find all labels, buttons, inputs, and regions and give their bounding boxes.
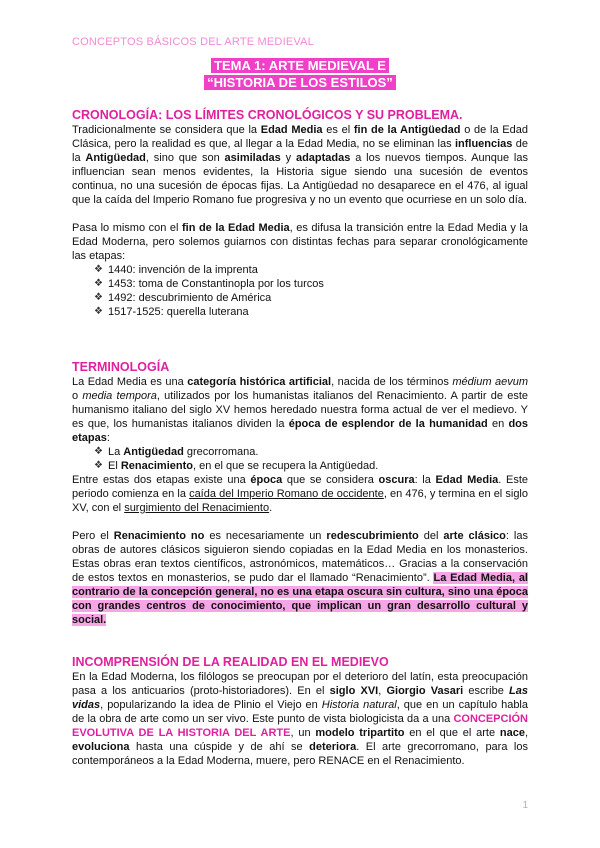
- running-header: CONCEPTOS BÁSICOS DEL ARTE MEDIEVAL: [72, 36, 314, 48]
- section-cronologia: [72, 108, 528, 319]
- paragraph: En la Edad Moderna, los filólogos se preocupan por el deterioro del latín, esta preocupación pasa a los anticuarios (proto-historiadores). En el siglo XVI, Giorgio Vasari escribe Las vidas, popularizando la idea de Plinio el Viejo en Historia natural, que en un capítulo habla de la obra de arte como un ser vivo. Este punto de vista biologicista da a una CONCEPCIÓN EVOLUTIVA DE LA HISTORIA DEL ARTE, un modelo tripartito en el que el arte nace, evoluciona hasta una cúspide y de ahí se deteriora. El arte grecorromano, para los contemporáneos a la Edad Moderna, muere, pero RENACE en el Renacimiento.: [72, 671, 529, 767]
- list-item: ❖ 1517-1525: querella luterana: [94, 305, 528, 319]
- list-item: ❖ El Renacimiento, en el que se recupera la Antigüedad.: [94, 459, 528, 473]
- section-heading: INCOMPRENSIÓN DE LA REALIDAD EN EL MEDIEVO: [72, 655, 389, 669]
- paragraph: Tradicionalmente se considera que la Edad Media es el fin de la Antigüedad o de la Edad Clásica, pero la realidad es que, al llegar a la Edad Media, no se eliminan las influencias de la Antigüedad, sino que son asimiladas y adaptadas a los nuevos tiempos. Aunque las influencian sean menos evidentes, la Historia sigue siendo una sucesión de eventos continua, no una sucesión de épocas fijas. La Antigüedad no desaparece en el 476, al igual que la caída del Imperio Romano fue progresiva y no un evento que ocurriese en un solo día.: [72, 124, 528, 206]
- list-item: ❖ La Antigüedad grecorromana.: [94, 445, 528, 459]
- title-line-1: TEMA 1: ARTE MEDIEVAL E: [0, 58, 600, 73]
- date-list: [72, 263, 528, 319]
- highlighted-text: La Edad Media, al contrario de la concepción general, no es una etapa oscura sin cultura, sino una época con grandes centros de conocimiento, que implican un gran desarrollo cultural y social.: [72, 572, 528, 626]
- list-item: ❖ 1440: invención de la imprenta: [94, 263, 528, 277]
- stages-list: [72, 445, 528, 473]
- list-item: ❖ 1453: toma de Constantinopla por los turcos: [94, 277, 528, 291]
- paragraph: Pasa lo mismo con el fin de la Edad Media, es difusa la transición entre la Edad Media y la Edad Moderna, pero solemos guiarnos con distintas fechas para separar cronológicamente las etapas:: [72, 222, 528, 262]
- section-terminologia: [72, 360, 528, 627]
- title-line-2: “HISTORIA DE LOS ESTILOS”: [0, 75, 600, 90]
- paragraph: La Edad Media es una categoría histórica artificial, nacida de los términos médium aevum o media tempora, utilizados por los humanistas italianos del Renacimiento. A partir de este humanismo italiano del siglo XV hemos heredado nuestra forma actual de ver el medievo. Y es que, los humanistas italianos dividen la época de esplendor de la humanidad en dos etapas:: [72, 376, 528, 444]
- page-number: 1: [522, 800, 528, 811]
- paragraph: Entre estas dos etapas existe una época que se considera oscura: la Edad Media. Este periodo comienza en la caída del Imperio Romano de occidente, en 476, y termina en el siglo XV, con el surgimiento del Renacimiento.: [72, 474, 529, 514]
- section-heading: TERMINOLOGÍA: [72, 360, 170, 374]
- paragraph: Pero el Renacimiento no es necesariamente un redescubrimiento del arte clásico: las obras de autores clásicos siguieron siendo copiadas en la Edad Media en los monasterios. Estas obras eran textos científicos, astronómicos, matemáticos… Gracias a la conservación de estos textos en monasterios, se pudo dar el llamado “Renacimiento”. La Edad Media, al contrario de la concepción general, no es una etapa oscura sin cultura, sino una época con grandes centros de conocimiento, que implican un gran desarrollo cultural y social.: [72, 530, 528, 626]
- section-incomprension: [72, 655, 528, 768]
- list-item: ❖ 1492: descubrimiento de América: [94, 291, 528, 305]
- section-heading: CRONOLOGÍA: LOS LÍMITES CRONOLÓGICOS Y SU PROBLEMA.: [72, 108, 463, 122]
